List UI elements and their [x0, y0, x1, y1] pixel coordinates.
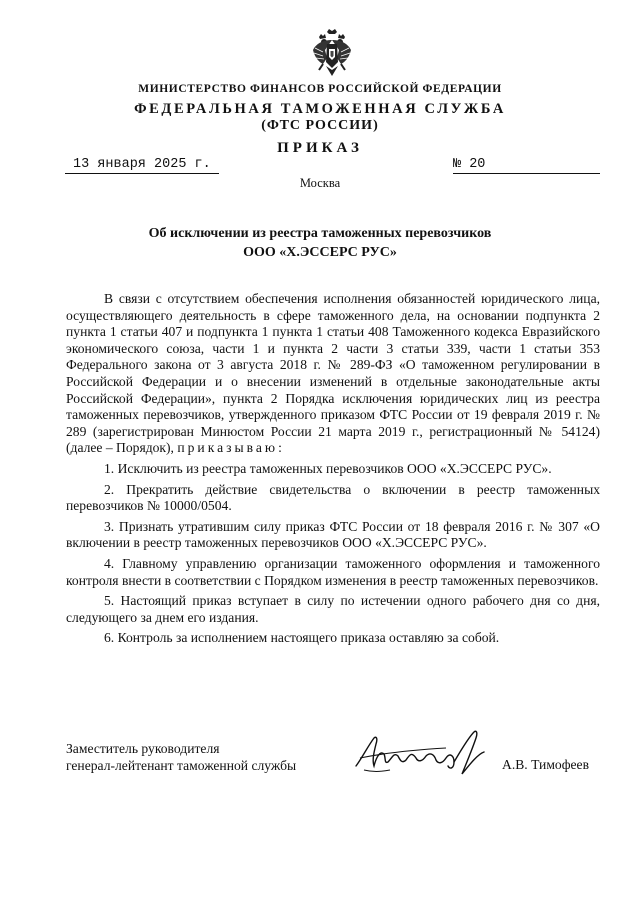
subject-line: ООО «Х.ЭССЕРС РУС» — [243, 245, 397, 260]
preamble-text: В связи с отсутствием обеспечения исполнения обязанностей юридического лица, осуществляющего деятельность в сфере таможенного дела, на основании подпункта 2 пункта 1 статьи 407 и подпункта 1 пункта 1 статьи 408 Таможенного кодекса Евразийского экономического союза, части 1 и пункта 2 части 3 статьи 339, части 1 статьи 353 Федерального закона от 3 августа 2018 г. № 289-ФЗ «О таможенном регулировании в Российской Федерации и о внесении изменений в отдельные законодательные акты Российской Федерации», пункта 2 Порядка исключения юридических лиц из реестра таможенных перевозчиков, утвержденного приказом ФТС России от 19 февраля 2019 г. № 289 (зарегистрирован Минюстом России 21 марта 2019 г., регистрационный № 54124) (далее – Порядок), — [66, 291, 600, 456]
order-item: 3. Признать утратившим силу приказ ФТС России от 18 февраля 2016 г. № 307 «О включении в реестр таможенных перевозчиков ООО «Х.ЭССЕРС РУС». — [66, 518, 600, 551]
document-city: Москва — [299, 176, 341, 190]
order-item: 6. Контроль за исполнением настоящего приказа оставляю за собой. — [104, 630, 500, 646]
preamble-paragraph — [66, 291, 600, 457]
order-item: 5. Настоящий приказ вступает в силу по истечении одного рабочего дня со дня, следующего за днем его издания. — [66, 593, 600, 625]
coat-of-arms-icon — [311, 28, 353, 78]
signatory-title-line: Заместитель руководителя — [66, 741, 220, 756]
ministry-name: МИНИСТЕРСТВО ФИНАНСОВ РОССИЙСКОЙ ФЕДЕРАЦИИ — [138, 83, 502, 95]
service-short-name: (ФТС РОССИИ) — [261, 118, 379, 133]
document-type: ПРИКАЗ — [277, 140, 363, 156]
document-date: 13 января 2025 г. — [65, 157, 219, 174]
signatory-title — [66, 740, 356, 774]
signatory-title-line: генерал-лейтенант таможенной службы — [66, 758, 297, 773]
service-name: ФЕДЕРАЛЬНАЯ ТАМОЖЕННАЯ СЛУЖБА — [134, 101, 506, 117]
document-subject — [0, 224, 640, 262]
order-item: 2. Прекратить действие свидетельства о включении в реестр таможенных перевозчиков № 10000/0504. — [66, 481, 600, 514]
handwritten-signature — [350, 728, 500, 780]
subject-line: Об исключении из реестра таможенных перевозчиков — [148, 226, 492, 241]
signatory-name: А.В. Тимофеев — [502, 757, 590, 772]
document-body — [66, 291, 600, 647]
order-item: 1. Исключить из реестра таможенных перевозчиков ООО «Х.ЭССЕРС РУС». — [104, 460, 552, 476]
order-item: 4. Главному управлению организации таможенного оформления и таможенного контроля внести в соответствии с Порядком изменения в реестр таможенных перевозчиков. — [66, 555, 600, 588]
document-number: № 20 — [453, 157, 600, 174]
order-word: приказываю: — [177, 440, 285, 456]
